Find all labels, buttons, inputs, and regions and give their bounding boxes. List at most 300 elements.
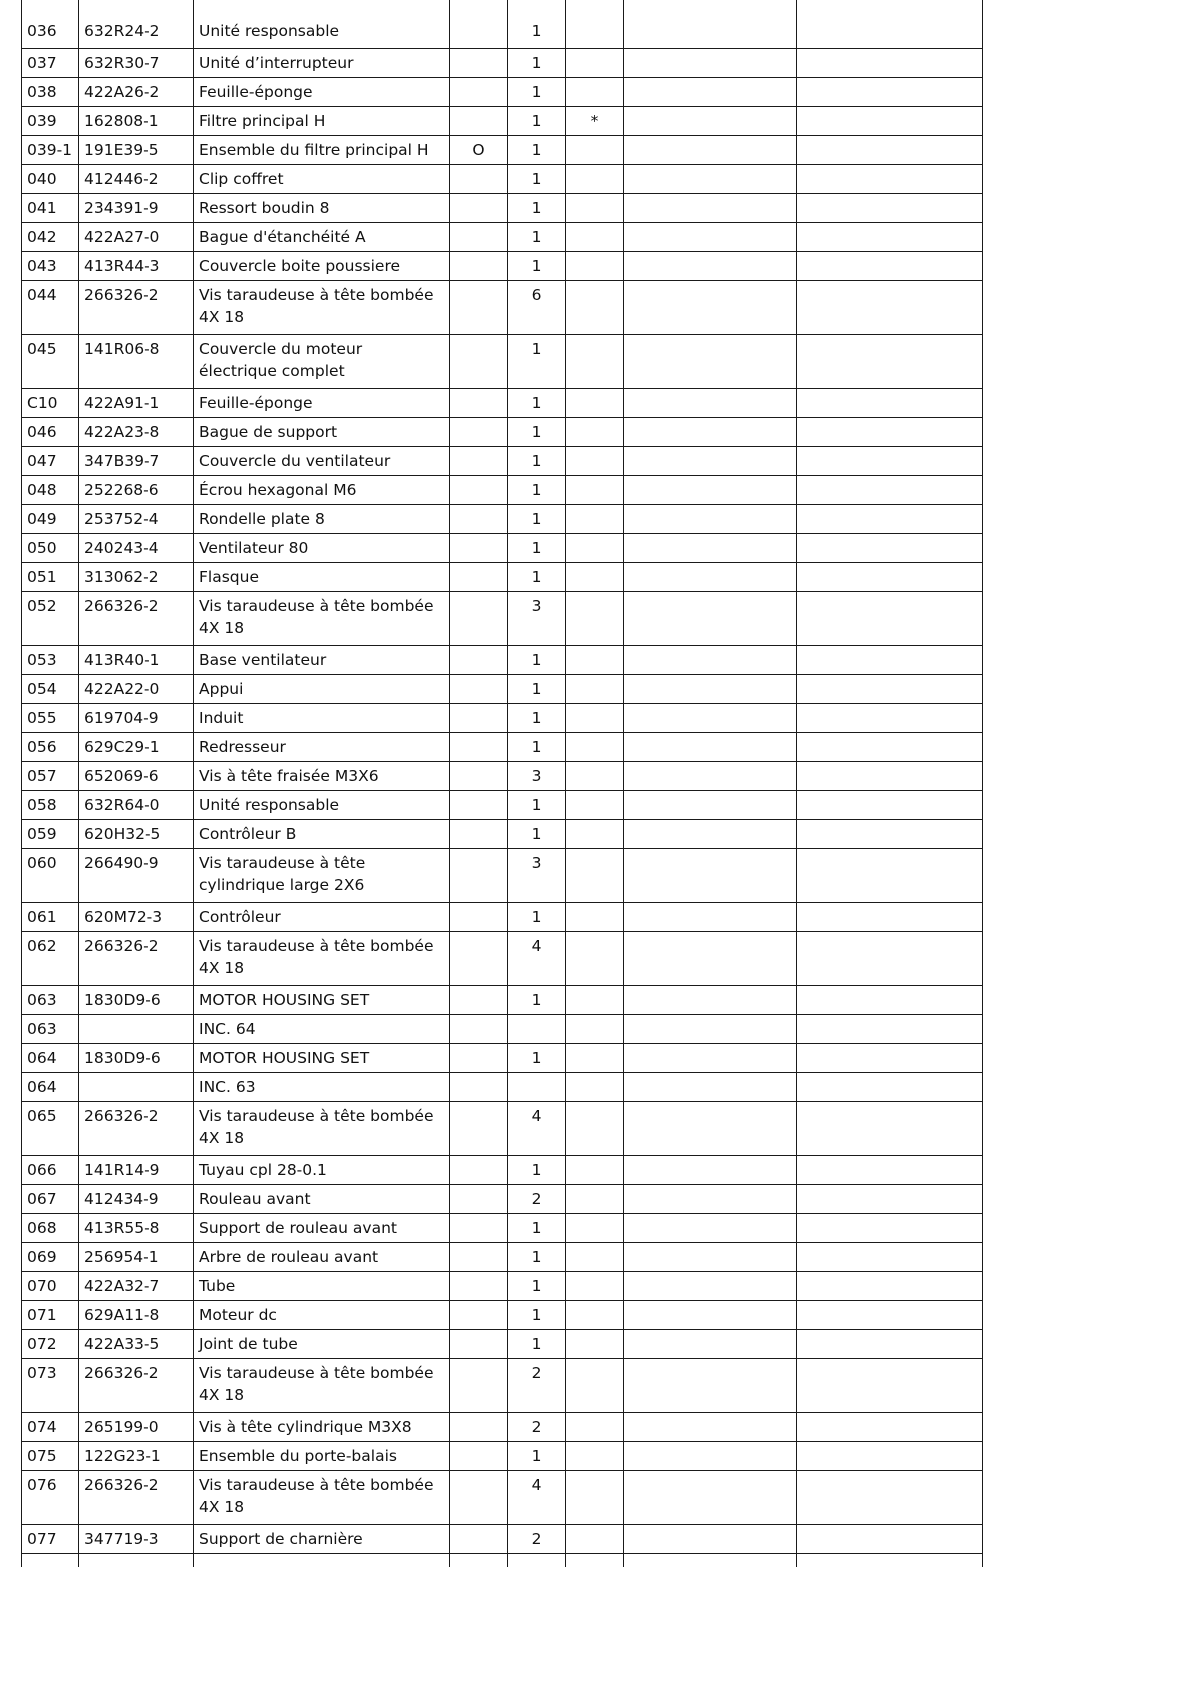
item-number-cell: 068 (22, 1213, 79, 1242)
note-cell (566, 475, 624, 504)
table-row (22, 1072, 983, 1101)
empty-cell (624, 251, 797, 280)
table-row (22, 931, 983, 985)
empty-cell (797, 1184, 983, 1213)
table-row (22, 732, 983, 761)
part-description-cell: Vis taraudeuse à tête bombée 4X 18 (194, 591, 450, 645)
empty-cell (624, 848, 797, 902)
part-reference-cell: 412434-9 (79, 1184, 194, 1213)
part-description-cell: Bague de support (194, 417, 450, 446)
empty-cell (508, 1553, 566, 1567)
item-number-cell: 058 (22, 790, 79, 819)
part-description-cell: Unité d’interrupteur (194, 48, 450, 77)
table-row (22, 251, 983, 280)
table-row (22, 703, 983, 732)
option-mark-cell (450, 591, 508, 645)
part-reference-cell: 141R14-9 (79, 1155, 194, 1184)
empty-cell (797, 703, 983, 732)
quantity-cell: 1 (508, 1300, 566, 1329)
item-number-cell: 041 (22, 193, 79, 222)
empty-cell (624, 1043, 797, 1072)
note-cell (566, 417, 624, 446)
table-row (22, 645, 983, 674)
empty-cell (797, 1470, 983, 1524)
table-row (22, 417, 983, 446)
quantity-cell: 1 (508, 48, 566, 77)
option-mark-cell (450, 417, 508, 446)
option-mark-cell (450, 674, 508, 703)
note-cell (566, 1271, 624, 1300)
empty-cell (797, 533, 983, 562)
item-number-cell: 067 (22, 1184, 79, 1213)
note-cell (566, 703, 624, 732)
table-row (22, 334, 983, 388)
part-description-cell: Vis taraudeuse à tête bombée 4X 18 (194, 931, 450, 985)
table-row (22, 388, 983, 417)
item-number-cell: 039-1 (22, 135, 79, 164)
quantity-cell: 1 (508, 334, 566, 388)
part-reference-cell: 265199-0 (79, 1412, 194, 1441)
item-number-cell: 037 (22, 48, 79, 77)
quantity-cell: 1 (508, 135, 566, 164)
table-row (22, 1213, 983, 1242)
parts-list-page (21, 0, 982, 1567)
item-number-cell: C10 (22, 388, 79, 417)
empty-cell (624, 674, 797, 703)
option-mark-cell (450, 164, 508, 193)
item-number-cell: 042 (22, 222, 79, 251)
option-mark-cell (450, 790, 508, 819)
part-description-cell: Appui (194, 674, 450, 703)
item-number-cell: 071 (22, 1300, 79, 1329)
item-number-cell: 077 (22, 1524, 79, 1553)
quantity-cell: 1 (508, 1043, 566, 1072)
part-reference-cell: 413R44-3 (79, 251, 194, 280)
quantity-cell: 3 (508, 591, 566, 645)
quantity-cell: 1 (508, 475, 566, 504)
table-row (22, 1470, 983, 1524)
part-description-cell: Vis taraudeuse à tête bombée 4X 18 (194, 1101, 450, 1155)
quantity-cell: 1 (508, 533, 566, 562)
empty-cell (797, 902, 983, 931)
table-row (22, 1242, 983, 1271)
empty-cell (797, 1524, 983, 1553)
option-mark-cell (450, 251, 508, 280)
quantity-cell: 1 (508, 985, 566, 1014)
item-number-cell: 061 (22, 902, 79, 931)
part-reference-cell: 266326-2 (79, 1101, 194, 1155)
empty-cell (624, 1470, 797, 1524)
option-mark-cell (450, 931, 508, 985)
part-description-cell: Joint de tube (194, 1329, 450, 1358)
table-row (22, 280, 983, 334)
part-reference-cell: 652069-6 (79, 761, 194, 790)
note-cell (566, 732, 624, 761)
part-reference-cell: 141R06-8 (79, 334, 194, 388)
quantity-cell: 2 (508, 1358, 566, 1412)
item-number-cell: 065 (22, 1101, 79, 1155)
option-mark-cell (450, 1043, 508, 1072)
quantity-cell: 1 (508, 732, 566, 761)
empty-cell (797, 848, 983, 902)
part-description-cell: Vis taraudeuse à tête bombée 4X 18 (194, 1358, 450, 1412)
parts-table (21, 0, 983, 1567)
item-number-cell: 046 (22, 417, 79, 446)
table-row (22, 1412, 983, 1441)
empty-cell (797, 1101, 983, 1155)
quantity-cell: 1 (508, 703, 566, 732)
note-cell (566, 848, 624, 902)
empty-cell (797, 1553, 983, 1567)
empty-cell (624, 48, 797, 77)
option-mark-cell (450, 504, 508, 533)
part-description-cell: Flasque (194, 562, 450, 591)
quantity-cell: 1 (508, 1242, 566, 1271)
part-reference-cell: 422A32-7 (79, 1271, 194, 1300)
item-number-cell: 043 (22, 251, 79, 280)
part-description-cell: Support de charnière (194, 1524, 450, 1553)
note-cell (566, 251, 624, 280)
empty-cell (624, 1441, 797, 1470)
empty-cell (797, 1412, 983, 1441)
part-description-cell: Ventilateur 80 (194, 533, 450, 562)
empty-cell (624, 591, 797, 645)
part-reference-cell: 313062-2 (79, 562, 194, 591)
empty-cell (797, 388, 983, 417)
note-cell (566, 1524, 624, 1553)
part-description-cell: Moteur dc (194, 1300, 450, 1329)
quantity-cell: 4 (508, 931, 566, 985)
empty-cell (797, 164, 983, 193)
empty-cell (797, 1072, 983, 1101)
note-cell (566, 280, 624, 334)
table-row (22, 533, 983, 562)
option-mark-cell (450, 902, 508, 931)
part-reference-cell: 266326-2 (79, 931, 194, 985)
quantity-cell: 1 (508, 504, 566, 533)
part-reference-cell: 629C29-1 (79, 732, 194, 761)
quantity-cell (508, 1072, 566, 1101)
note-cell (566, 1043, 624, 1072)
empty-cell (624, 645, 797, 674)
table-row-continuation (22, 1553, 983, 1567)
table-row (22, 77, 983, 106)
item-number-cell: 045 (22, 334, 79, 388)
part-description-cell: Rondelle plate 8 (194, 504, 450, 533)
quantity-cell: 1 (508, 1441, 566, 1470)
note-cell (566, 1213, 624, 1242)
item-number-cell: 063 (22, 985, 79, 1014)
table-row (22, 1329, 983, 1358)
table-row (22, 1043, 983, 1072)
note-cell (566, 1470, 624, 1524)
table-row (22, 902, 983, 931)
empty-cell (624, 985, 797, 1014)
part-description-cell: Rouleau avant (194, 1184, 450, 1213)
quantity-cell: 1 (508, 164, 566, 193)
empty-cell (797, 761, 983, 790)
option-mark-cell (450, 280, 508, 334)
empty-cell (797, 193, 983, 222)
item-number-cell: 064 (22, 1072, 79, 1101)
empty-cell (624, 1072, 797, 1101)
quantity-cell: 1 (508, 1155, 566, 1184)
item-number-cell: 053 (22, 645, 79, 674)
part-reference-cell (79, 1014, 194, 1043)
part-description-cell: Écrou hexagonal M6 (194, 475, 450, 504)
option-mark-cell (450, 1470, 508, 1524)
quantity-cell: 1 (508, 251, 566, 280)
empty-cell (797, 251, 983, 280)
part-reference-cell: 422A33-5 (79, 1329, 194, 1358)
table-row (22, 0, 983, 48)
quantity-cell: 3 (508, 761, 566, 790)
empty-cell (797, 77, 983, 106)
empty-cell (797, 1014, 983, 1043)
empty-cell (624, 446, 797, 475)
part-reference-cell: 253752-4 (79, 504, 194, 533)
item-number-cell: 047 (22, 446, 79, 475)
quantity-cell: 1 (508, 1271, 566, 1300)
quantity-cell: 4 (508, 1101, 566, 1155)
part-description-cell: Ressort boudin 8 (194, 193, 450, 222)
item-number-cell: 069 (22, 1242, 79, 1271)
part-description-cell: INC. 63 (194, 1072, 450, 1101)
part-reference-cell: 619704-9 (79, 703, 194, 732)
part-reference-cell: 191E39-5 (79, 135, 194, 164)
empty-cell (450, 1553, 508, 1567)
empty-cell (624, 0, 797, 48)
quantity-cell: 3 (508, 848, 566, 902)
note-cell (566, 48, 624, 77)
note-cell (566, 674, 624, 703)
empty-cell (797, 732, 983, 761)
note-cell (566, 1242, 624, 1271)
table-row (22, 562, 983, 591)
table-row (22, 761, 983, 790)
item-number-cell: 050 (22, 533, 79, 562)
empty-cell (624, 334, 797, 388)
empty-cell (797, 48, 983, 77)
empty-cell (797, 790, 983, 819)
item-number-cell: 070 (22, 1271, 79, 1300)
part-description-cell: Filtre principal H (194, 106, 450, 135)
quantity-cell: 1 (508, 819, 566, 848)
note-cell (566, 591, 624, 645)
note-cell (566, 334, 624, 388)
empty-cell (797, 417, 983, 446)
item-number-cell: 054 (22, 674, 79, 703)
empty-cell (797, 0, 983, 48)
part-reference-cell: 266326-2 (79, 280, 194, 334)
part-description-cell: Support de rouleau avant (194, 1213, 450, 1242)
empty-cell (624, 164, 797, 193)
part-reference-cell: 252268-6 (79, 475, 194, 504)
quantity-cell: 1 (508, 388, 566, 417)
table-row (22, 475, 983, 504)
quantity-cell: 2 (508, 1184, 566, 1213)
part-description-cell: Bague d'étanchéité A (194, 222, 450, 251)
table-row (22, 1014, 983, 1043)
part-description-cell: Vis taraudeuse à tête cylindrique large 2X6 (194, 848, 450, 902)
option-mark-cell (450, 562, 508, 591)
table-row (22, 674, 983, 703)
empty-cell (797, 985, 983, 1014)
part-reference-cell: 266326-2 (79, 591, 194, 645)
option-mark-cell (450, 388, 508, 417)
item-number-cell: 049 (22, 504, 79, 533)
table-row (22, 504, 983, 533)
part-description-cell: Feuille-éponge (194, 388, 450, 417)
quantity-cell: 2 (508, 1412, 566, 1441)
item-number-cell: 044 (22, 280, 79, 334)
option-mark-cell (450, 475, 508, 504)
empty-cell (624, 931, 797, 985)
note-cell (566, 1184, 624, 1213)
option-mark-cell (450, 1271, 508, 1300)
part-reference-cell: 412446-2 (79, 164, 194, 193)
item-number-cell: 062 (22, 931, 79, 985)
empty-cell (797, 334, 983, 388)
table-row (22, 1358, 983, 1412)
part-reference-cell: 266490-9 (79, 848, 194, 902)
option-mark-cell (450, 0, 508, 48)
part-reference-cell: 256954-1 (79, 1242, 194, 1271)
empty-cell (797, 1155, 983, 1184)
part-reference-cell: 162808-1 (79, 106, 194, 135)
empty-cell (624, 703, 797, 732)
option-mark-cell (450, 446, 508, 475)
option-mark-cell (450, 77, 508, 106)
note-cell (566, 1101, 624, 1155)
note-cell (566, 645, 624, 674)
quantity-cell: 1 (508, 77, 566, 106)
table-row (22, 819, 983, 848)
part-reference-cell: 632R24-2 (79, 0, 194, 48)
note-cell (566, 1072, 624, 1101)
empty-cell (22, 1553, 79, 1567)
quantity-cell: 1 (508, 674, 566, 703)
part-reference-cell: 413R40-1 (79, 645, 194, 674)
option-mark-cell (450, 1213, 508, 1242)
note-cell (566, 1155, 624, 1184)
part-reference-cell: 422A27-0 (79, 222, 194, 251)
option-mark-cell (450, 819, 508, 848)
empty-cell (624, 475, 797, 504)
part-reference-cell: 629A11-8 (79, 1300, 194, 1329)
part-description-cell: Couvercle du moteur électrique complet (194, 334, 450, 388)
part-reference-cell: 413R55-8 (79, 1213, 194, 1242)
part-description-cell: Tuyau cpl 28-0.1 (194, 1155, 450, 1184)
table-row (22, 446, 983, 475)
part-description-cell: Ensemble du porte-balais (194, 1441, 450, 1470)
option-mark-cell (450, 1072, 508, 1101)
empty-cell (624, 388, 797, 417)
option-mark-cell (450, 48, 508, 77)
part-reference-cell: 234391-9 (79, 193, 194, 222)
empty-cell (797, 591, 983, 645)
item-number-cell: 039 (22, 106, 79, 135)
option-mark-cell (450, 334, 508, 388)
empty-cell (624, 1184, 797, 1213)
part-description-cell: Contrôleur B (194, 819, 450, 848)
note-cell (566, 562, 624, 591)
part-reference-cell: 122G23-1 (79, 1441, 194, 1470)
table-row (22, 106, 983, 135)
empty-cell (624, 562, 797, 591)
empty-cell (624, 902, 797, 931)
part-description-cell: Induit (194, 703, 450, 732)
quantity-cell: 1 (508, 417, 566, 446)
part-description-cell: Contrôleur (194, 902, 450, 931)
item-number-cell: 063 (22, 1014, 79, 1043)
quantity-cell: 1 (508, 1329, 566, 1358)
note-cell (566, 193, 624, 222)
part-description-cell: Unité responsable (194, 0, 450, 48)
part-reference-cell: 422A22-0 (79, 674, 194, 703)
quantity-cell: 1 (508, 645, 566, 674)
note-cell (566, 819, 624, 848)
part-reference-cell: 240243-4 (79, 533, 194, 562)
option-mark-cell (450, 1329, 508, 1358)
parts-table-body (22, 0, 983, 1567)
option-mark-cell (450, 848, 508, 902)
option-mark-cell (450, 1441, 508, 1470)
item-number-cell: 038 (22, 77, 79, 106)
item-number-cell: 056 (22, 732, 79, 761)
table-row (22, 222, 983, 251)
note-cell (566, 1329, 624, 1358)
part-description-cell: Couvercle boite poussiere (194, 251, 450, 280)
option-mark-cell (450, 1014, 508, 1043)
table-row (22, 790, 983, 819)
empty-cell (624, 1242, 797, 1271)
item-number-cell: 074 (22, 1412, 79, 1441)
note-cell (566, 135, 624, 164)
empty-cell (797, 280, 983, 334)
part-description-cell: Ensemble du filtre principal H (194, 135, 450, 164)
empty-cell (624, 1014, 797, 1043)
empty-cell (624, 1101, 797, 1155)
empty-cell (797, 1213, 983, 1242)
item-number-cell: 066 (22, 1155, 79, 1184)
option-mark-cell: O (450, 135, 508, 164)
part-description-cell: Redresseur (194, 732, 450, 761)
note-cell (566, 504, 624, 533)
note-cell (566, 1014, 624, 1043)
item-number-cell: 052 (22, 591, 79, 645)
table-row (22, 193, 983, 222)
option-mark-cell (450, 193, 508, 222)
note-cell (566, 1358, 624, 1412)
note-cell (566, 446, 624, 475)
part-reference-cell: 422A26-2 (79, 77, 194, 106)
option-mark-cell (450, 1101, 508, 1155)
quantity-cell (508, 1014, 566, 1043)
empty-cell (194, 1553, 450, 1567)
part-description-cell: MOTOR HOUSING SET (194, 985, 450, 1014)
note-cell (566, 790, 624, 819)
item-number-cell: 072 (22, 1329, 79, 1358)
note-cell: * (566, 106, 624, 135)
empty-cell (624, 1358, 797, 1412)
empty-cell (566, 1553, 624, 1567)
note-cell (566, 164, 624, 193)
part-reference-cell: 1830D9-6 (79, 985, 194, 1014)
item-number-cell: 040 (22, 164, 79, 193)
option-mark-cell (450, 533, 508, 562)
quantity-cell: 1 (508, 790, 566, 819)
